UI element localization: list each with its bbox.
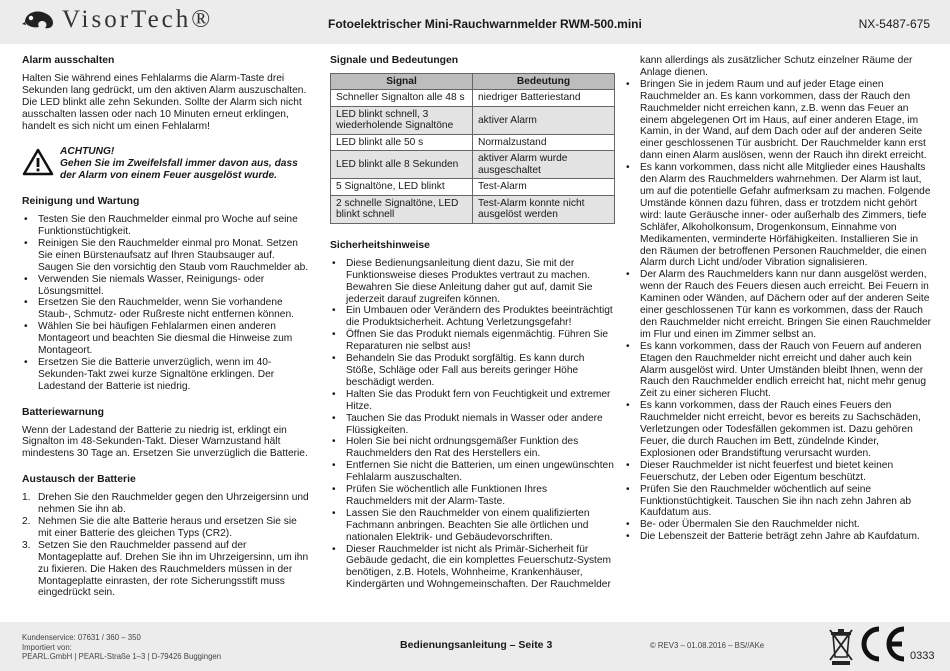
alarm-off-text: Halten Sie während eines Fehlalarms die Alarm-Taste drei Sekunden lang gedrückt, um den aktiven Alarm auszuschalten. Die LED blinkt alle zehn Sekunden. Sollte der Alarm sich nicht ausschalten lassen oder nach 10 Minuten erneut erklingen, handelt es sich nicht um einen Fehlalarm!: [22, 72, 307, 132]
notified-body-number: 0333: [910, 650, 935, 662]
table-cell: Schneller Signalton alle 48 s: [331, 90, 473, 107]
brand-logo: [22, 6, 213, 34]
caution-text-block: [60, 146, 312, 182]
list-item: • Behandeln Sie das Produkt sorgfältig. Es kann durch Stöße, Schläge oder Fall aus bereits geringer Höhe beschädigt werden.: [330, 353, 615, 389]
table-cell: LED blinkt alle 8 Sekunden: [331, 151, 473, 179]
column-header-signal: Signal: [331, 73, 473, 90]
list-item: • Dieser Rauchmelder ist nicht feuerfest und bietet keinen Feuerschutz, der Leben oder Eigentum beschützt.: [624, 460, 932, 484]
list-item: • Tauchen Sie das Produkt niemals in Wasser oder andere Flüssigkeiten.: [330, 413, 615, 437]
column-2: [330, 55, 615, 591]
table-cell: LED blinkt alle 50 s: [331, 134, 473, 151]
table-cell: aktiver Alarm wurde ausgeschaltet: [473, 151, 615, 179]
page-label: Bedienungsanleitung – Seite 3: [400, 639, 553, 651]
list-item: • Entfernen Sie nicht die Batterien, um einen ungewünschten Fehlalarm auszuschalten.: [330, 460, 615, 484]
section-heading-battery-replace: Austausch der Batterie: [22, 474, 136, 486]
chameleon-logo-icon: [22, 6, 56, 34]
signals-table: [330, 73, 615, 224]
table-row: [331, 106, 615, 134]
article-number: NX-5487-675: [858, 17, 930, 31]
list-item: • Ersetzen Sie die Batterie unverzüglich, wenn im 40-Sekunden-Takt zwei kurze Signaltöne erklingen. Der Ladestand der Batterie ist niedrig.: [22, 357, 312, 393]
customer-service: Kundenservice: 07631 / 360 – 350: [22, 633, 141, 642]
warning-triangle-icon: [22, 146, 60, 182]
list-item: • Halten Sie das Produkt fern von Feuchtigkeit und extremer Hitze.: [330, 389, 615, 413]
table-cell: niedriger Batteriestand: [473, 90, 615, 107]
list-item: • Reinigen Sie den Rauchmelder einmal pro Monat. Setzen Sie einen Bürstenaufsatz auf Ihren Staubsauger auf. Saugen Sie den vorsichtig den Staub vom Rauchmelder ab.: [22, 238, 312, 274]
list-item: • Es kann vorkommen, dass nicht alle Mitglieder eines Haushalts den Alarm des Rauchmelders wahrnehmen. Der Alarm ist laut, um auf die potentielle Gefahr aufmerksam zu machen. Folgende Umstände können dazu führen, dass er trotzdem nicht gehört wird: laute Geräusche inner- oder außerhalb des Zimmers, tiefe Schläfer, Alkoholkonsum, Drogenkonsum, Einnahme von Medikamenten, verminderte Hörfähigkeiten. Installieren Sie in den Räumen der betroffenen Personen Rauchmelder, die einen Alarm durch Licht und/oder Vibration signalisieren.: [624, 162, 932, 269]
document-title: Fotoelektrischer Mini-Rauchwarnmelder RWM-500.mini: [328, 17, 642, 31]
cleaning-list: [22, 214, 312, 393]
footer-contact: [22, 633, 221, 662]
section-heading-cleaning: Reinigung und Wartung: [22, 196, 140, 208]
list-item: • Bringen Sie in jedem Raum und auf jeder Etage einen Rauchmelder an. Es kann vorkommen, dass der Rauch den Rauchmelder nicht erreichen kann, z.B. wenn das Feuer an einem abgelegenen Ort im Haus, auf einer anderen Etage, im Kamin, in der Wand, auf dem Dach oder auf der anderen Seite einer geschlossenen Tür ausbricht. Der Rauchmelder kann erst dann einen Alarm auslösen, wenn der Rauch ihn direkt erreicht.: [624, 79, 932, 162]
importer-address: PEARL.GmbH | PEARL-Straße 1–3 | D-79426 Buggingen: [22, 652, 222, 662]
section-heading-battery-warning: Batteriewarnung: [22, 406, 104, 418]
list-item: • Wählen Sie bei häufigen Fehlalarmen einen anderen Montageort und beachten Sie diesmal die Hinweise zum Montageort.: [22, 321, 312, 357]
table-header-row: [331, 73, 615, 90]
table-row: [331, 195, 615, 223]
list-item: • Die Lebenszeit der Batterie beträgt zehn Jahre ab Kaufdatum.: [624, 531, 932, 543]
list-item: • Prüfen Sie wöchentlich alle Funktionen Ihres Rauchmelders mit der Alarm-Taste.: [330, 484, 615, 508]
list-item: 1. Drehen Sie den Rauchmelder gegen den Uhrzeigersinn und nehmen Sie ihn ab.: [22, 492, 309, 516]
table-cell: 2 schnelle Signaltöne, LED blinkt schnell: [331, 195, 473, 223]
caution-text: Gehen Sie im Zweifelsfall immer davon aus, dass der Alarm von einem Feuer ausgelöst wurde.: [60, 158, 298, 182]
importer-label: Importiert von:: [22, 642, 72, 652]
ce-mark-icon: [856, 626, 908, 662]
table-row: [331, 179, 615, 196]
list-item: • Diese Bedienungsanleitung dient dazu, Sie mit der Funktionsweise dieses Produktes vertraut zu machen. Bewahren Sie diese Anleitung daher gut auf, damit Sie jederzeit darauf zugreifen können.: [330, 258, 615, 306]
list-item: • Prüfen Sie den Rauchmelder wöchentlich auf seine Funktionstüchtigkeit. Tauschen Sie ihn nach zehn Jahren ab Kaufdatum aus.: [624, 484, 932, 520]
continuation-text: kann allerdings als zusätzlicher Schutz einzelner Räume der Anlage dienen.: [640, 55, 913, 78]
battery-replace-list: [22, 492, 312, 599]
table-row: [331, 134, 615, 151]
table-cell: Test-Alarm: [473, 179, 615, 196]
section-heading-signals: Signale und Bedeutungen: [330, 55, 459, 66]
caution-title: ACHTUNG!: [60, 146, 115, 158]
table-cell: LED blinkt schnell, 3 wiederholende Signaltöne: [331, 106, 473, 134]
list-item: • Verwenden Sie niemals Wasser, Reinigungs- oder Lösungsmittel.: [22, 274, 312, 298]
list-item: • Es kann vorkommen, dass der Rauch eines Feuers den Rauchmelder nicht erreicht, bevor es bereits zu Sachschäden, Verletzungen oder Todesfällen gekommen ist. Dazu gehören Feuer, die durch Rauchen im Bett, zündelnde Kinder, Explosionen oder Brandstiftung verursacht wurden.: [624, 400, 932, 460]
list-item: • Der Alarm des Rauchmelders kann nur dann ausgelöst werden, wenn der Rauch des Feuers diesen auch erreicht. Bei Feuern in Kaminen oder Wänden, auf Dächern oder auf der anderen Seite einer geschlossenen Tür kann es vorkommen, dass der Rauch den Rauchmelder nicht erreicht. Bringen Sie einen Rauchmelder im Flur und einen im Zimmer selbst an.: [624, 269, 932, 340]
safety-list: [330, 258, 615, 591]
list-item: • Es kann vorkommen, dass der Rauch von Feuern auf anderen Etagen den Rauchmelder nicht erreicht und daher auch kein Alarm ausgelöst wird. Unter Umständen bleibt Ihnen, wenn der Rauch den Rauchmelder endlich erreicht hat, nicht mehr genug Zeit zu einer sicheren Flucht.: [624, 341, 932, 401]
section-heading-alarm-off: Alarm ausschalten: [22, 55, 115, 66]
weee-bin-icon: [828, 626, 854, 666]
section-heading-safety: Sicherheitshinweise: [330, 239, 430, 251]
safety-list-continued: [624, 79, 932, 543]
column-3: [624, 55, 932, 543]
list-item: • Testen Sie den Rauchmelder einmal pro Woche auf seine Funktionstüchtigkeit.: [22, 214, 312, 238]
list-item: • Dieser Rauchmelder ist nicht als Primär-Sicherheit für Gebäude gedacht, die ein komplettes Feuerschutz-System benötigen, z.B. Hotels, Wohnheime, Krankenhäuser, Kindergärten und Wohngemeinschaften. Der Rauchmelder: [330, 544, 615, 592]
list-item: 3. Setzen Sie den Rauchmelder passend auf der Montageplatte auf. Drehen Sie ihn im Uhrzeigersinn, um ihn zu fixieren. Die Haken des Rauchmelders müssen in der Montageplatte einrasten, der rote Sicherungsstift muss eingedrückt sein.: [22, 539, 309, 599]
list-item: • Holen Sie bei nicht ordnungsgemäßer Funktion des Rauchmelders den Rat des Herstellers ein.: [330, 436, 615, 460]
table-cell: Normalzustand: [473, 134, 615, 151]
list-item: 2. Nehmen Sie die alte Batterie heraus und ersetzen Sie sie mit einer Batterie des gleichen Typs (CR2).: [22, 516, 297, 539]
certification-marks: [826, 624, 936, 668]
list-item: • Öffnen Sie das Produkt niemals eigenmächtig. Führen Sie Reparaturen nie selbst aus!: [330, 329, 615, 353]
list-item: • Lassen Sie den Rauchmelder von einem qualifizierten Fachmann anbringen. Beachten Sie alle örtlichen und nationalen Elektrik- und Gebäudevorschriften.: [330, 508, 615, 544]
revision-note: © REV3 – 01.08.2016 – BS//AKe: [650, 641, 765, 650]
list-item: • Be- oder Übermalen Sie den Rauchmelder nicht.: [624, 519, 932, 531]
battery-warning-text: Wenn der Ladestand der Batterie zu niedrig ist, erklingt ein Signalton im 48-Sekunden-Takt. Dieser Warnzustand hält mindestens 30 Tage an. Ersetzen Sie unverzüglich die Batterie.: [22, 424, 308, 460]
column-1: [22, 55, 312, 599]
table-cell: Test-Alarm konnte nicht ausgelöst werden: [473, 195, 615, 223]
column-header-meaning: Bedeutung: [473, 73, 615, 90]
brand-name: VisorTech®: [62, 6, 214, 33]
table-cell: aktiver Alarm: [473, 106, 615, 134]
list-item: • Ersetzen Sie den Rauchmelder, wenn Sie vorhandene Staub-, Schmutz- oder Rußreste nicht entfernen können.: [22, 297, 312, 321]
list-item: • Ein Umbauen oder Verändern des Produktes beeinträchtigt die Produktsicherheit. Achtung Verletzungsgefahr!: [330, 305, 615, 329]
table-row: [331, 151, 615, 179]
table-cell: 5 Signaltöne, LED blinkt: [331, 179, 473, 196]
caution-box: [22, 146, 312, 182]
table-row: [331, 90, 615, 107]
